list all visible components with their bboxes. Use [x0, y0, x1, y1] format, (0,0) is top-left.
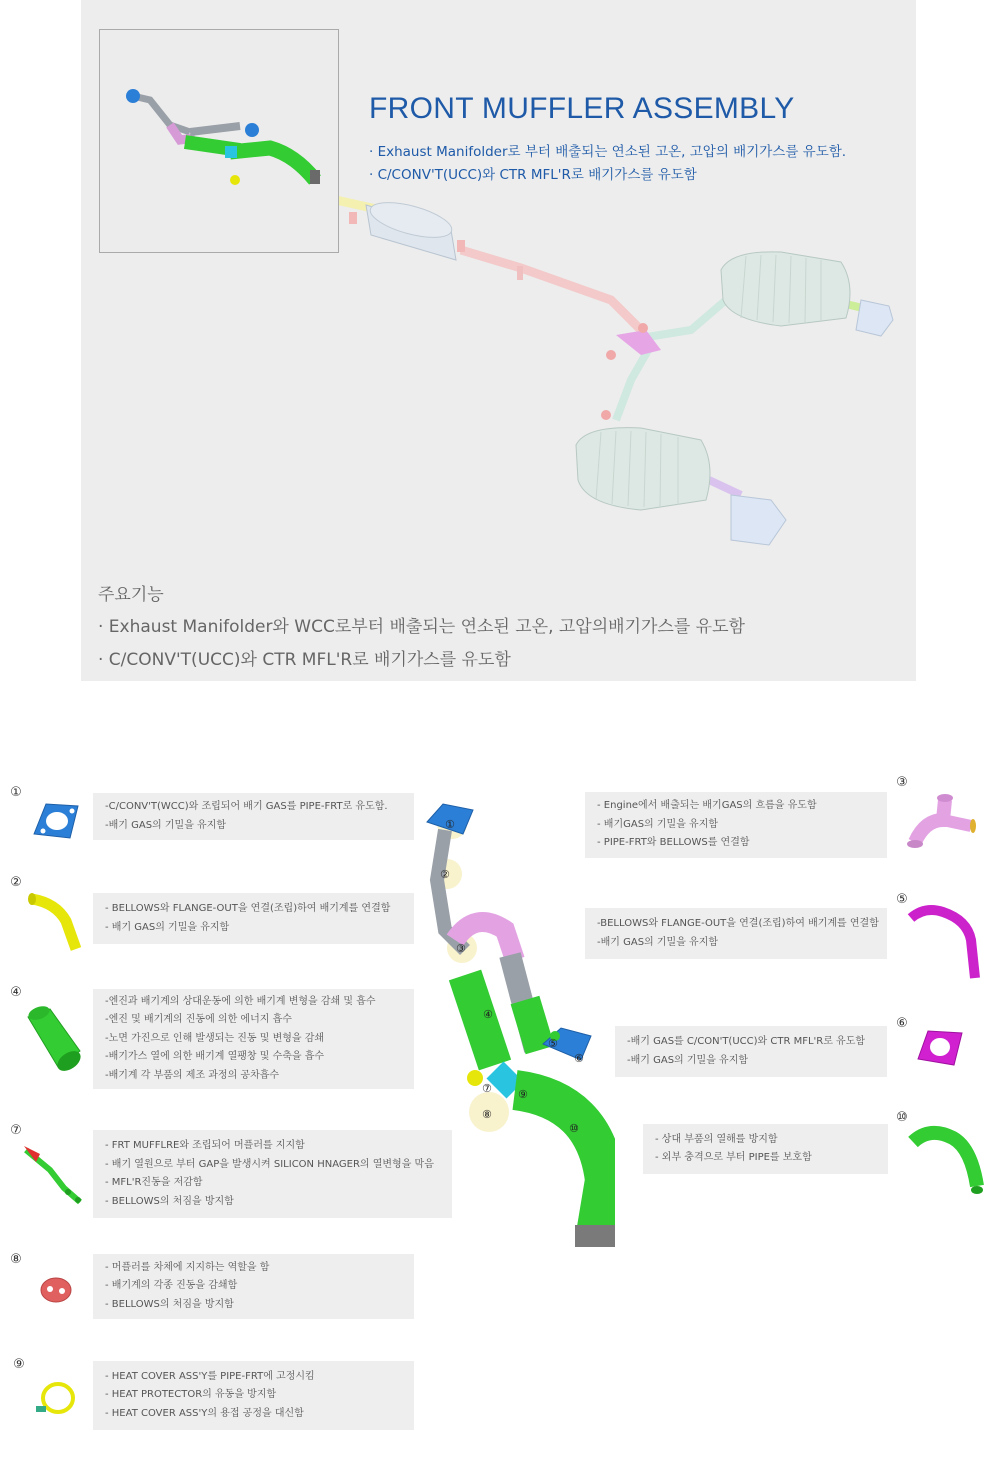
part-desc-1-line-2: -배기 GAS의 기밀을 유지함: [105, 819, 227, 831]
front-muffler-inset-drawing: [100, 30, 338, 252]
part-desc-3-line-1: - Engine에서 배출되는 배기GAS의 흐름을 유도함: [597, 800, 817, 812]
part-desc-8-line-3: - BELLOWS의 처짐을 방지함: [105, 1298, 234, 1310]
part-number-5: ⑤: [896, 892, 908, 907]
part-desc-2-line-2: - 배기 GAS의 기밀을 유지함: [105, 921, 230, 933]
part-number-8: ⑧: [10, 1252, 22, 1267]
part-number-7: ⑦: [10, 1123, 22, 1138]
part-desc-9-line-2: - HEAT PROTECTOR의 유동을 방지함: [105, 1389, 277, 1401]
part-desc-4: [93, 989, 414, 1089]
part-desc-3-line-2: - 배기GAS의 기밀을 유지함: [597, 818, 719, 830]
clamp-icon: [32, 1380, 78, 1420]
part-desc-8: [93, 1254, 414, 1319]
assembly-label-1: ①: [445, 818, 455, 831]
part-desc-10-line-2: - 외부 충격으로 부터 PIPE를 보호함: [655, 1152, 812, 1163]
flange-icon: [30, 798, 82, 846]
front-muffler-inset: [99, 29, 339, 253]
part-desc-1-line-1: -C/CONV'T(WCC)와 조립되어 배기 GAS를 PIPE-FRT로 유도함.: [105, 801, 388, 812]
hero-panel: [81, 0, 916, 681]
hanger-bracket-icon: [20, 1140, 86, 1210]
part-desc-7-line-1: - FRT MUFFLRE와 조립되어 머플러를 지지함: [105, 1140, 305, 1151]
flange-magenta-icon: [914, 1025, 966, 1071]
bellows-icon: [22, 1005, 84, 1075]
assembly-label-10: ⑩: [569, 1122, 579, 1135]
part-desc-4-line-5: -배기계 각 부품의 제조 과정의 공차흡수: [105, 1069, 280, 1081]
part-desc-6-line-1: -배기 GAS를 C/CON'T(UCC)와 CTR MFL'R로 유도함: [627, 1036, 866, 1047]
page-title: FRONT MUFFLER ASSEMBLY: [369, 92, 795, 125]
part-desc-3-line-3: - PIPE-FRT와 BELLOWS를 연결함: [597, 837, 750, 849]
pipe-frt-icon: [905, 790, 979, 856]
assembly-label-8: ⑧: [482, 1108, 492, 1121]
part-desc-2: [93, 893, 414, 944]
part-desc-4-line-3: -노면 가진으로 인해 발생되는 진동 및 변형을 감쇄: [105, 1032, 325, 1044]
part-desc-8-line-2: - 배기계의 각종 진동을 감쇄함: [105, 1280, 238, 1292]
part-number-10: ⑩: [896, 1110, 908, 1125]
assembly-label-6: ⑥: [574, 1052, 584, 1065]
part-number-4: ④: [10, 985, 22, 1000]
part-desc-6-line-2: -배기 GAS의 기밀을 유지함: [627, 1054, 749, 1066]
part-desc-7: [93, 1130, 452, 1218]
part-desc-9: [93, 1361, 414, 1430]
part-desc-4-line-1: -엔진과 배기계의 상대운동에 의한 배기계 변형을 감쇄 및 흡수: [105, 995, 376, 1007]
part-desc-3: [585, 792, 887, 858]
part-desc-10: [643, 1124, 888, 1174]
part-desc-5-line-1: -BELLOWS와 FLANGE-OUT을 연결(조립)하여 배기계를 연결함: [597, 918, 879, 929]
part-desc-4-line-2: -엔진 및 배기계의 진동에 의한 에너지 흡수: [105, 1014, 292, 1026]
functions-heading: 주요기능: [98, 585, 164, 605]
part-number-2: ②: [10, 875, 22, 890]
part-desc-9-line-1: - HEAT COVER ASS'Y를 PIPE-FRT에 고정시킴: [105, 1370, 315, 1382]
pipe-yellow-icon: [26, 891, 82, 955]
assembly-label-9: ⑨: [518, 1088, 528, 1101]
assembly-label-2: ②: [440, 868, 450, 881]
part-number-3: ③: [896, 775, 908, 790]
function-item-1: · Exhaust Manifolder와 WCC로부터 배출되는 연소된 고온, 고압의배기가스를 유도함: [98, 617, 745, 637]
part-desc-1: [93, 793, 414, 840]
heat-cover-icon: [905, 1120, 985, 1200]
part-desc-9-line-3: - HEAT COVER ASS'Y의 용접 공정을 대신함: [105, 1407, 304, 1419]
part-desc-10-line-1: - 상대 부품의 열해를 방지함: [655, 1133, 778, 1145]
hero-description-2: · C/CONV'T(UCC)와 CTR MFL'R로 배기가스를 유도함: [369, 167, 697, 183]
part-desc-5: [585, 908, 887, 959]
part-desc-8-line-1: - 머플러를 차체에 지지하는 역할을 함: [105, 1261, 270, 1273]
part-number-9: ⑨: [13, 1357, 25, 1372]
part-desc-6: [615, 1026, 887, 1077]
part-desc-7-line-4: - BELLOWS의 처짐을 방지함: [105, 1195, 234, 1207]
hero-description-1: · Exhaust Manifolder로 부터 배출되는 연소된 고온, 고압의 배기가스를 유도함.: [369, 144, 847, 160]
assembly-label-5: ⑤: [548, 1037, 558, 1050]
part-number-6: ⑥: [896, 1016, 908, 1031]
front-muffler-assembly-illustration: [415, 800, 615, 1270]
part-desc-7-line-3: - MFL'R진동을 저감함: [105, 1177, 203, 1188]
assembly-label-4: ④: [483, 1008, 493, 1021]
rubber-hanger-icon: [38, 1272, 74, 1308]
pipe-magenta-icon: [905, 900, 985, 986]
part-desc-5-line-2: -배기 GAS의 기밀을 유지함: [597, 936, 719, 948]
part-desc-4-line-4: -배기가스 열에 의한 배기계 열팽창 및 수축을 흡수: [105, 1051, 325, 1063]
part-desc-2-line-1: - BELLOWS와 FLANGE-OUT을 연결(조립)하여 배기계를 연결함: [105, 903, 391, 914]
assembly-label-3: ③: [456, 942, 466, 955]
assembly-label-7: ⑦: [482, 1082, 492, 1095]
part-desc-7-line-2: - 배기 열원으로 부터 GAP을 발생시켜 SILICON HNAGER의 열변형을 막음: [105, 1158, 434, 1170]
function-item-2: · C/CONV'T(UCC)와 CTR MFL'R로 배기가스를 유도함: [98, 650, 511, 670]
part-number-1: ①: [10, 785, 22, 800]
